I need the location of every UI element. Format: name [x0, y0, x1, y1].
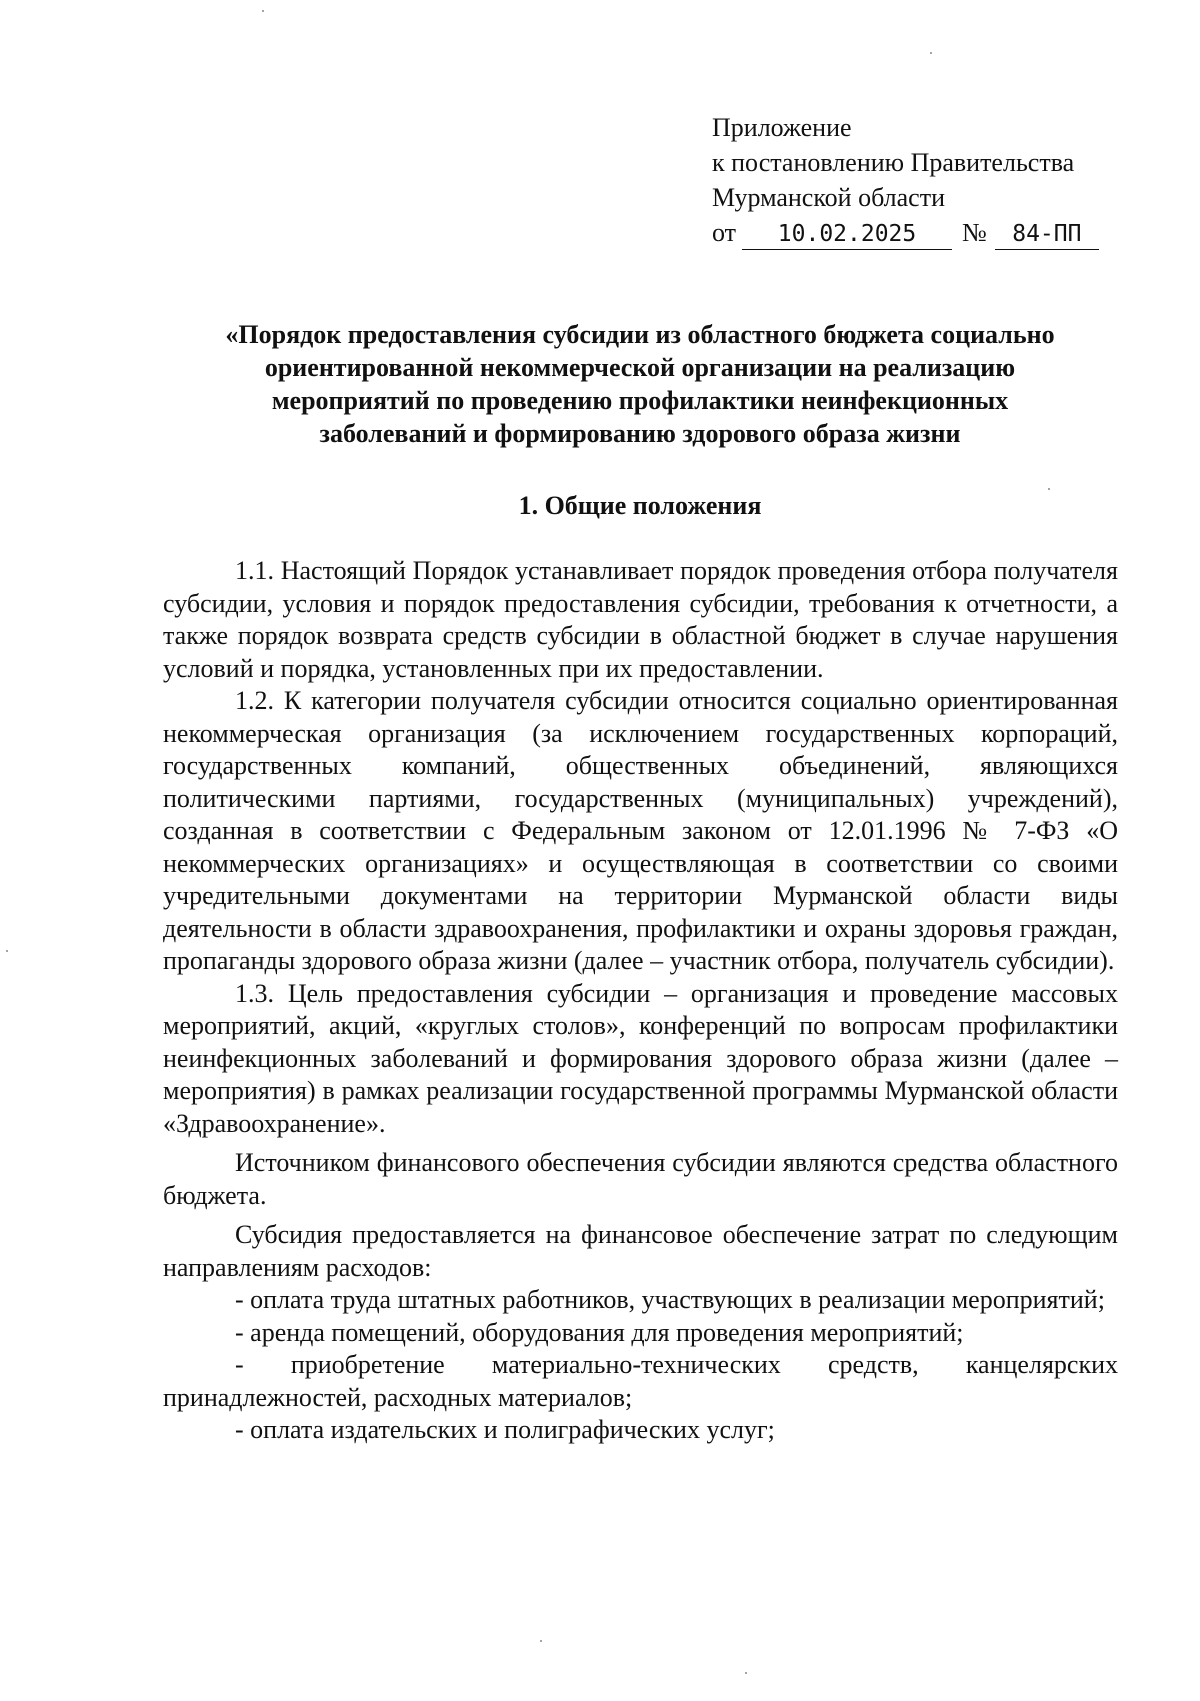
- title-line: мероприятий по проведению профилактики неинфекционных: [271, 386, 1009, 415]
- document-body: [163, 555, 1118, 1447]
- title-line: «Порядок предоставления субсидии из областного бюджета социально: [225, 320, 1055, 349]
- paragraph-funding-source: Источником финансового обеспечения субсидии являются средства областного бюджета.: [163, 1148, 1118, 1210]
- scan-speck: [745, 1672, 747, 1674]
- list-item: - оплата издательских и полиграфических услуг;: [235, 1415, 775, 1444]
- paragraph-1-2: 1.2. К категории получателя субсидии относится социально ориентированная некоммерческая организация (за исключением государственных корпораций, государственных компаний, общественных объединений, являющихся политическими партиями, государственных (муниципальных) учреждений), созданная в соответствии с Федеральным законом от 12.01.1996 № 7-ФЗ «О некоммерческих организациях» и осуществляющая в соответствии со своими учредительными документами на территории Мурманской области виды деятельности в области здравоохранения, профилактики и охраны здоровья граждан, пропаганды здорового образа жизни (далее – участник отбора, получатель субсидии).: [163, 686, 1118, 975]
- scan-speck: [1048, 488, 1050, 490]
- number-sign: №: [962, 218, 987, 247]
- title-line: ориентированной некоммерческой организации на реализацию: [264, 353, 1016, 382]
- paragraph-expense-directions: Субсидия предоставляется на финансовое обеспечение затрат по следующим направлениям расходов:: [163, 1220, 1118, 1282]
- appendix-label: Приложение: [712, 113, 852, 142]
- resolution-date: 10.02.2025: [742, 219, 952, 250]
- title-line: заболеваний и формированию здорового образа жизни: [319, 419, 961, 448]
- document-title: [160, 318, 1120, 450]
- scan-speck: [540, 1640, 542, 1642]
- appendix-region: Мурманской области: [712, 183, 945, 212]
- appendix-resolution: к постановлению Правительства: [712, 148, 1075, 177]
- scan-speck: [6, 950, 8, 952]
- resolution-number: 84-ПП: [995, 219, 1099, 250]
- scan-speck: [930, 52, 932, 54]
- list-item: - аренда помещений, оборудования для проведения мероприятий;: [235, 1317, 964, 1347]
- paragraph-1-1: 1.1. Настоящий Порядок устанавливает порядок проведения отбора получателя субсидии, условия и порядок предоставления субсидии, требования к отчетности, а также порядок возврата средств субсидии в областной бюджет в случае нарушения условий и порядка, установленных при их предоставлении.: [163, 556, 1118, 683]
- date-prefix: от: [712, 218, 737, 247]
- scan-speck: [262, 10, 264, 12]
- section-heading: 1. Общие положения: [518, 491, 762, 520]
- list-item: - приобретение материально-технических средств, канцелярских принадлежностей, расходных материалов;: [163, 1350, 1118, 1412]
- paragraph-1-3: 1.3. Цель предоставления субсидии – организация и проведение массовых мероприятий, акций, «круглых столов», конференций по вопросам профилактики неинфекционных заболеваний и формирования здорового образа жизни (далее – мероприятия) в рамках реализации государственной программы Мурманской области «Здравоохранение».: [163, 978, 1118, 1138]
- list-item: - оплата труда штатных работников, участвующих в реализации мероприятий;: [235, 1285, 1105, 1314]
- appendix-header: [712, 110, 1099, 250]
- appendix-date-number: [712, 215, 1099, 250]
